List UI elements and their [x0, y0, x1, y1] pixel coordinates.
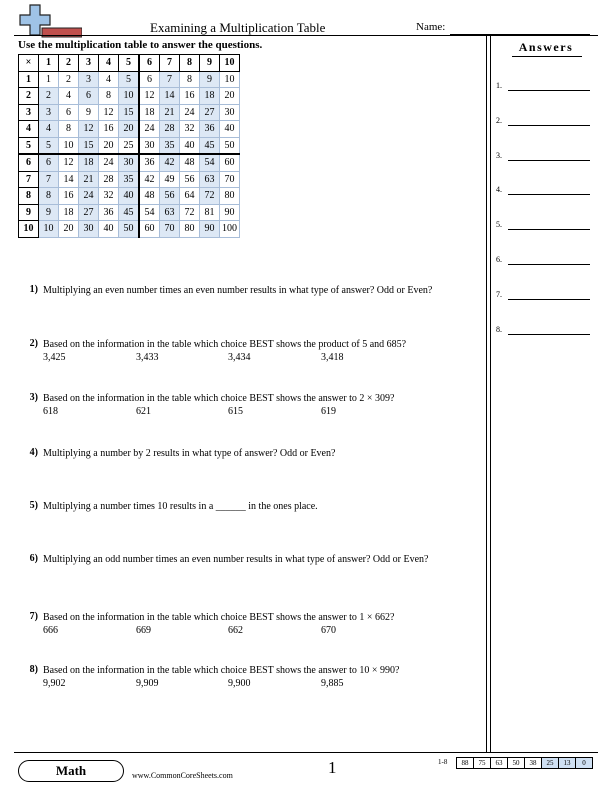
- answers-divider: [486, 36, 487, 752]
- table-cell: 2: [39, 88, 59, 105]
- table-cell: 5: [39, 137, 59, 154]
- table-row: [19, 88, 240, 105]
- score-cell: 38: [525, 757, 542, 769]
- answer-line[interactable]: [508, 160, 590, 161]
- table-cell: 50: [119, 221, 140, 238]
- column-header: 9: [200, 55, 220, 72]
- table-cell: 32: [180, 121, 200, 138]
- table-cell: 16: [59, 188, 79, 205]
- column-header: 3: [79, 55, 99, 72]
- answer-slot: [496, 80, 596, 94]
- answers-divider-inner: [490, 36, 491, 752]
- score-cell: 13: [559, 757, 576, 769]
- answer-slot: [496, 219, 596, 233]
- score-cell: 63: [491, 757, 508, 769]
- page-number: 1: [328, 758, 337, 777]
- table-cell: 56: [180, 171, 200, 188]
- answer-line[interactable]: [508, 334, 590, 335]
- question-number: 1): [29, 284, 38, 295]
- footer-divider: [14, 752, 598, 753]
- table-cell: 48: [139, 188, 160, 205]
- score-cell: 25: [542, 757, 559, 769]
- choice-option: 618: [43, 406, 58, 417]
- answer-number: 4.: [496, 185, 502, 195]
- choice-option: 3,425: [43, 352, 66, 363]
- table-cell: 6: [79, 88, 99, 105]
- table-cell: 12: [139, 88, 160, 105]
- column-header: 2: [59, 55, 79, 72]
- table-cell: 56: [160, 188, 180, 205]
- table-cell: 5: [119, 71, 140, 88]
- choice-option: 3,433: [136, 352, 159, 363]
- row-header: 9: [19, 204, 39, 221]
- table-cell: 27: [79, 204, 99, 221]
- table-corner: ×: [19, 55, 39, 72]
- table-cell: 28: [160, 121, 180, 138]
- table-cell: 24: [79, 188, 99, 205]
- site-url: www.CommonCoreSheets.com: [132, 771, 233, 780]
- row-header: 10: [19, 221, 39, 238]
- answer-slot: [496, 150, 596, 164]
- table-row: [19, 154, 240, 171]
- table-cell: 6: [139, 71, 160, 88]
- table-row: [19, 188, 240, 205]
- table-cell: 42: [139, 171, 160, 188]
- table-cell: 70: [220, 171, 240, 188]
- table-cell: 8: [59, 121, 79, 138]
- answer-choices: [43, 352, 483, 364]
- table-cell: 30: [79, 221, 99, 238]
- row-header: 8: [19, 188, 39, 205]
- answers-title: Answers: [518, 40, 574, 54]
- row-header: 5: [19, 137, 39, 154]
- table-cell: 72: [180, 204, 200, 221]
- table-cell: 10: [59, 137, 79, 154]
- column-header: 4: [99, 55, 119, 72]
- table-cell: 9: [79, 104, 99, 121]
- table-cell: 20: [220, 88, 240, 105]
- choice-option: 662: [228, 625, 243, 636]
- answer-number: 8.: [496, 324, 502, 334]
- table-cell: 18: [59, 204, 79, 221]
- answer-line[interactable]: [508, 125, 590, 126]
- table-cell: 12: [99, 104, 119, 121]
- table-cell: 2: [59, 71, 79, 88]
- answer-line[interactable]: [508, 90, 590, 91]
- table-cell: 45: [119, 204, 140, 221]
- table-cell: 15: [79, 137, 99, 154]
- score-range-label: 1-8: [438, 758, 448, 766]
- answer-slot: [496, 324, 596, 338]
- table-cell: 32: [99, 188, 119, 205]
- table-cell: 60: [220, 154, 240, 171]
- choice-option: 669: [136, 625, 151, 636]
- multiplication-table: [18, 54, 240, 238]
- table-cell: 63: [200, 171, 220, 188]
- subject-badge: Math: [18, 760, 124, 782]
- name-label: Name:: [416, 21, 446, 33]
- row-header: 7: [19, 171, 39, 188]
- table-cell: 63: [160, 204, 180, 221]
- answer-line[interactable]: [508, 229, 590, 230]
- table-cell: 12: [79, 121, 99, 138]
- table-row: [19, 104, 240, 121]
- score-cell: 0: [576, 757, 593, 769]
- column-header: 1: [39, 55, 59, 72]
- table-cell: 30: [139, 137, 160, 154]
- row-header: 1: [19, 71, 39, 88]
- question-text: Based on the information in the table which choice BEST shows the product of 5 and 685?: [43, 339, 407, 350]
- table-cell: 60: [139, 221, 160, 238]
- table-cell: 54: [200, 154, 220, 171]
- table-cell: 20: [99, 137, 119, 154]
- question-number: 7): [29, 611, 38, 622]
- question-number: 6): [29, 553, 38, 564]
- table-cell: 40: [220, 121, 240, 138]
- table-cell: 9: [39, 204, 59, 221]
- table-cell: 7: [160, 71, 180, 88]
- table-cell: 45: [200, 137, 220, 154]
- answer-line[interactable]: [508, 194, 590, 195]
- question-text: Based on the information in the table which choice BEST shows the answer to 10 × 990?: [43, 665, 400, 676]
- choice-option: 9,900: [228, 678, 251, 689]
- answer-slot: [496, 289, 596, 303]
- table-cell: 90: [220, 204, 240, 221]
- question-number: 8): [29, 664, 38, 675]
- answer-number: 3.: [496, 150, 502, 160]
- plus-logo-icon: [18, 4, 82, 38]
- answer-line[interactable]: [508, 264, 590, 265]
- table-cell: 14: [160, 88, 180, 105]
- table-cell: 36: [200, 121, 220, 138]
- table-cell: 90: [200, 221, 220, 238]
- table-cell: 49: [160, 171, 180, 188]
- choice-option: 9,885: [321, 678, 344, 689]
- table-cell: 6: [59, 104, 79, 121]
- table-cell: 100: [220, 221, 240, 238]
- table-cell: 14: [59, 171, 79, 188]
- table-cell: 4: [39, 121, 59, 138]
- answer-number: 1.: [496, 81, 502, 90]
- table-cell: 6: [39, 154, 59, 171]
- table-row: [19, 171, 240, 188]
- score-cell: 88: [456, 757, 474, 769]
- table-cell: 16: [99, 121, 119, 138]
- table-cell: 72: [200, 188, 220, 205]
- table-cell: 80: [220, 188, 240, 205]
- choice-option: 3,418: [321, 352, 344, 363]
- table-cell: 81: [200, 204, 220, 221]
- table-cell: 3: [39, 104, 59, 121]
- question-text: Multiplying an odd number times an even number results in what type of answer? Odd or Even?: [43, 554, 429, 565]
- table-cell: 7: [39, 171, 59, 188]
- choice-option: 9,902: [43, 678, 66, 689]
- table-cell: 21: [79, 171, 99, 188]
- table-cell: 21: [160, 104, 180, 121]
- answer-number: 2.: [496, 115, 502, 125]
- choice-option: 3,434: [228, 352, 251, 363]
- table-cell: 20: [119, 121, 140, 138]
- table-cell: 12: [59, 154, 79, 171]
- column-header: 8: [180, 55, 200, 72]
- choice-option: 619: [321, 406, 336, 417]
- table-cell: 30: [119, 154, 140, 171]
- question-text: Multiplying a number by 2 results in what type of answer? Odd or Even?: [43, 448, 336, 459]
- choice-option: 666: [43, 625, 58, 636]
- table-cell: 80: [180, 221, 200, 238]
- table-row: [19, 137, 240, 154]
- table-cell: 1: [39, 71, 59, 88]
- score-cell: 75: [474, 757, 491, 769]
- worksheet-title: Examining a Multiplication Table: [150, 20, 326, 35]
- table-row: [19, 204, 240, 221]
- table-cell: 40: [180, 137, 200, 154]
- table-cell: 28: [99, 171, 119, 188]
- answer-number: 7.: [496, 289, 502, 299]
- table-cell: 35: [160, 137, 180, 154]
- table-cell: 10: [39, 221, 59, 238]
- table-cell: 16: [180, 88, 200, 105]
- table-row: [19, 71, 240, 88]
- table-cell: 4: [99, 71, 119, 88]
- choice-option: 621: [136, 406, 151, 417]
- row-header: 3: [19, 104, 39, 121]
- table-cell: 24: [139, 121, 160, 138]
- table-cell: 18: [79, 154, 99, 171]
- table-cell: 35: [119, 171, 140, 188]
- table-cell: 64: [180, 188, 200, 205]
- answer-slot: [496, 115, 596, 129]
- question-number: 3): [29, 392, 38, 403]
- table-cell: 36: [139, 154, 160, 171]
- table-cell: 4: [59, 88, 79, 105]
- question-text: Multiplying a number times 10 results in a ______ in the ones place.: [43, 501, 318, 512]
- row-header: 2: [19, 88, 39, 105]
- question-number: 2): [29, 338, 38, 349]
- row-header: 6: [19, 154, 39, 171]
- table-row: [19, 121, 240, 138]
- table-cell: 8: [99, 88, 119, 105]
- column-header: 7: [160, 55, 180, 72]
- table-cell: 18: [139, 104, 160, 121]
- table-cell: 40: [99, 221, 119, 238]
- table-cell: 54: [139, 204, 160, 221]
- answer-choices: [43, 678, 483, 690]
- choice-option: 615: [228, 406, 243, 417]
- row-header: 4: [19, 121, 39, 138]
- answer-number: 5.: [496, 220, 502, 230]
- table-cell: 48: [180, 154, 200, 171]
- answers-title-underline: [512, 56, 582, 57]
- choice-option: 670: [321, 625, 336, 636]
- question-number: 4): [29, 447, 38, 458]
- header-divider: [14, 35, 598, 36]
- table-cell: 27: [200, 104, 220, 121]
- column-header: 10: [220, 55, 240, 72]
- table-cell: 15: [119, 104, 140, 121]
- table-cell: 20: [59, 221, 79, 238]
- table-cell: 30: [220, 104, 240, 121]
- table-cell: 25: [119, 137, 140, 154]
- question-text: Based on the information in the table which choice BEST shows the answer to 1 × 662?: [43, 612, 395, 623]
- table-cell: 24: [180, 104, 200, 121]
- table-cell: 70: [160, 221, 180, 238]
- answer-slot: [496, 254, 596, 268]
- table-cell: 42: [160, 154, 180, 171]
- table-cell: 10: [119, 88, 140, 105]
- column-header: 6: [139, 55, 160, 72]
- answer-choices: [43, 625, 483, 637]
- score-cell: 50: [508, 757, 525, 769]
- table-cell: 10: [220, 71, 240, 88]
- answer-slot: [496, 184, 596, 198]
- table-cell: 8: [180, 71, 200, 88]
- question-text: Multiplying an even number times an even number results in what type of answer? Odd or Even?: [43, 285, 433, 296]
- table-row: [19, 221, 240, 238]
- question-number: 5): [29, 500, 38, 511]
- table-cell: 50: [220, 137, 240, 154]
- answer-line[interactable]: [508, 299, 590, 300]
- table-cell: 3: [79, 71, 99, 88]
- score-key: [456, 757, 593, 769]
- column-header: 5: [119, 55, 140, 72]
- question-text: Based on the information in the table which choice BEST shows the answer to 2 × 309?: [43, 393, 395, 404]
- answer-choices: [43, 406, 483, 418]
- instructions: Use the multiplication table to answer the questions.: [18, 39, 263, 51]
- table-cell: 18: [200, 88, 220, 105]
- table-cell: 8: [39, 188, 59, 205]
- answer-number: 6.: [496, 255, 502, 264]
- table-cell: 24: [99, 154, 119, 171]
- table-cell: 9: [200, 71, 220, 88]
- table-cell: 36: [99, 204, 119, 221]
- table-cell: 40: [119, 188, 140, 205]
- choice-option: 9,909: [136, 678, 159, 689]
